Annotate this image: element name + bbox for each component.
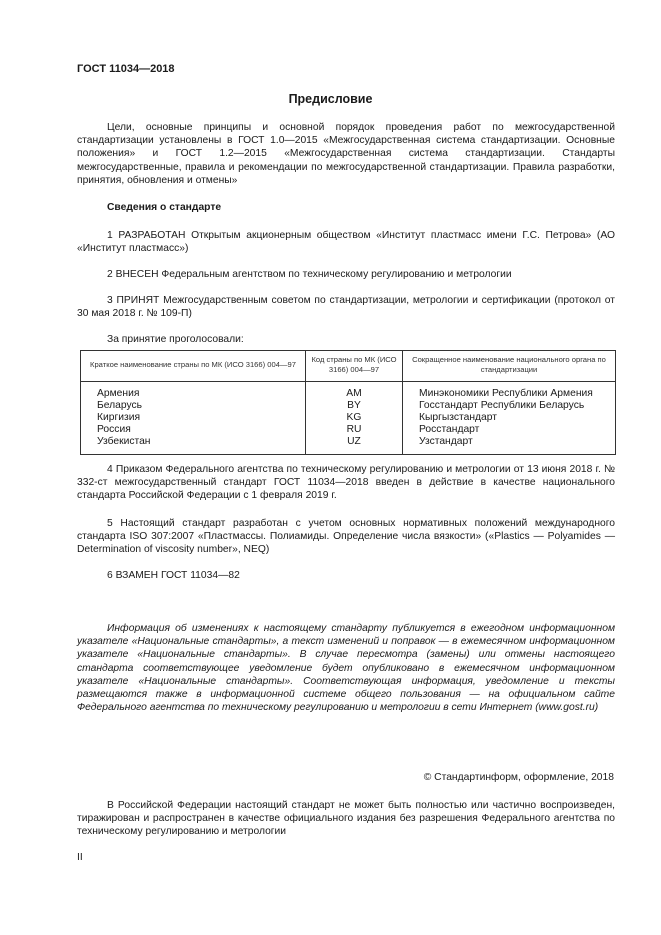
voting-table xyxy=(80,350,616,455)
page-number: II xyxy=(77,852,83,863)
copyright-line: © Стандартинформ, оформление, 2018 xyxy=(423,772,614,783)
vote-label xyxy=(77,333,615,346)
intro-text: Цели, основные принципы и основной порядок проведения работ по межгосударственной стандартизации установлены в ГОСТ 1.0—2015 «Межгосударственная система стандартизации. Основные положения» и ГОСТ 1.2—2015 «Межгосударственная система стандартизации. Стандарты межгосударственные, правила и рекомендации по межгосударственной стандартизации. Правила разработки, принятия, обновления и отмены» xyxy=(77,122,615,186)
publication-notice xyxy=(77,622,615,714)
country-name: Киргизия xyxy=(97,412,141,423)
header-national-body: Сокращенное наименование национального органа по стандартизации xyxy=(403,351,616,382)
country-name: Россия xyxy=(97,424,131,435)
national-body: Росстандарт xyxy=(419,424,480,435)
section-heading xyxy=(77,201,615,214)
publication-notice-text: Информация об изменениях к настоящему стандарту публикуется в ежегодном информационном указателе «Национальные стандарты», а текст изменений и поправок — в ежемесячном информационном указателе «Национальные стандарты». В случае пересмотра (замены) или отмены настоящего стандарта соответствующее уведомление будет опубликовано в ежемесячном информационном указателе «Национальные стандарты». Соответствующая информация, уведомление и тексты размещаются также в информационной системе общего пользования — на официальном сайте Федерального агентства по техническому регулированию и метрологии в сети Интернет (www.gost.ru) xyxy=(77,623,615,714)
reproduction-notice xyxy=(77,799,615,839)
page-title: Предисловие xyxy=(288,92,373,106)
standard-header: ГОСТ 11034—2018 xyxy=(77,63,175,75)
item-1-text: 1 РАЗРАБОТАН Открытым акционерным обществом «Институт пластмасс имени Г.С. Петрова» (АО «Институт пластмасс») xyxy=(77,230,615,255)
item-3-text: 3 ПРИНЯТ Межгосударственным советом по стандартизации, метрологии и сертификации (протокол от 30 мая 2018 г. № 109-П) xyxy=(77,295,615,320)
country-names-cell xyxy=(81,382,306,455)
item-2 xyxy=(77,268,615,281)
item-3 xyxy=(77,294,615,320)
country-code: UZ xyxy=(347,436,361,447)
item-5 xyxy=(77,517,615,557)
country-code: KG xyxy=(346,412,362,423)
country-code: BY xyxy=(347,400,361,411)
country-code: RU xyxy=(346,424,362,435)
header-country-code: Код страны по МК (ИСО 3166) 004—97 xyxy=(306,351,403,382)
country-name: Беларусь xyxy=(97,400,143,411)
national-body: Госстандарт Республики Беларусь xyxy=(419,400,585,411)
national-body: Узстандарт xyxy=(419,436,473,447)
country-name: Узбекистан xyxy=(97,436,151,447)
vote-label-text: За принятие проголосовали: xyxy=(107,334,244,345)
item-4 xyxy=(77,463,615,503)
country-codes-cell xyxy=(306,382,403,455)
item-2-text: 2 ВНЕСЕН Федеральным агентством по техническому регулированию и метрологии xyxy=(107,269,512,280)
table-body-row xyxy=(81,382,616,455)
table-header-row xyxy=(81,351,616,382)
header-country-name: Краткое наименование страны по МК (ИСО 3166) 004—97 xyxy=(81,351,306,382)
country-code: AM xyxy=(346,388,362,399)
country-name: Армения xyxy=(97,388,140,399)
national-bodies-cell xyxy=(403,382,616,455)
item-6 xyxy=(77,569,615,582)
section-title: Сведения о стандарте xyxy=(107,202,222,213)
reproduction-notice-text: В Российской Федерации настоящий стандарт не может быть полностью или частично воспроизведен, тиражирован и распространен в качестве официального издания без разрешения Федерального агентства по техническому регулированию и метрологии xyxy=(77,800,615,838)
national-body: Минэкономики Республики Армения xyxy=(419,388,593,399)
item-4-text: 4 Приказом Федерального агентства по техническому регулированию и метрологии от 13 июня 2018 г. № 332-ст межгосударственный стандарт ГОСТ 11034—2018 введен в действие в качестве национального стандарта Российской Федерации с 1 февраля 2019 г. xyxy=(77,464,615,502)
item-5-text: 5 Настоящий стандарт разработан с учетом основных нормативных положений международного стандарта ISO 307:2007 «Пластмассы. Полиамиды. Определение числа вязкости» («Plastics — Polyamides — Determination of viscosity number», NEQ) xyxy=(77,518,615,556)
item-1 xyxy=(77,229,615,255)
intro-paragraph xyxy=(77,121,615,187)
item-6-text: 6 ВЗАМЕН ГОСТ 11034—82 xyxy=(107,570,240,581)
national-body: Кыргызстандарт xyxy=(419,412,498,423)
